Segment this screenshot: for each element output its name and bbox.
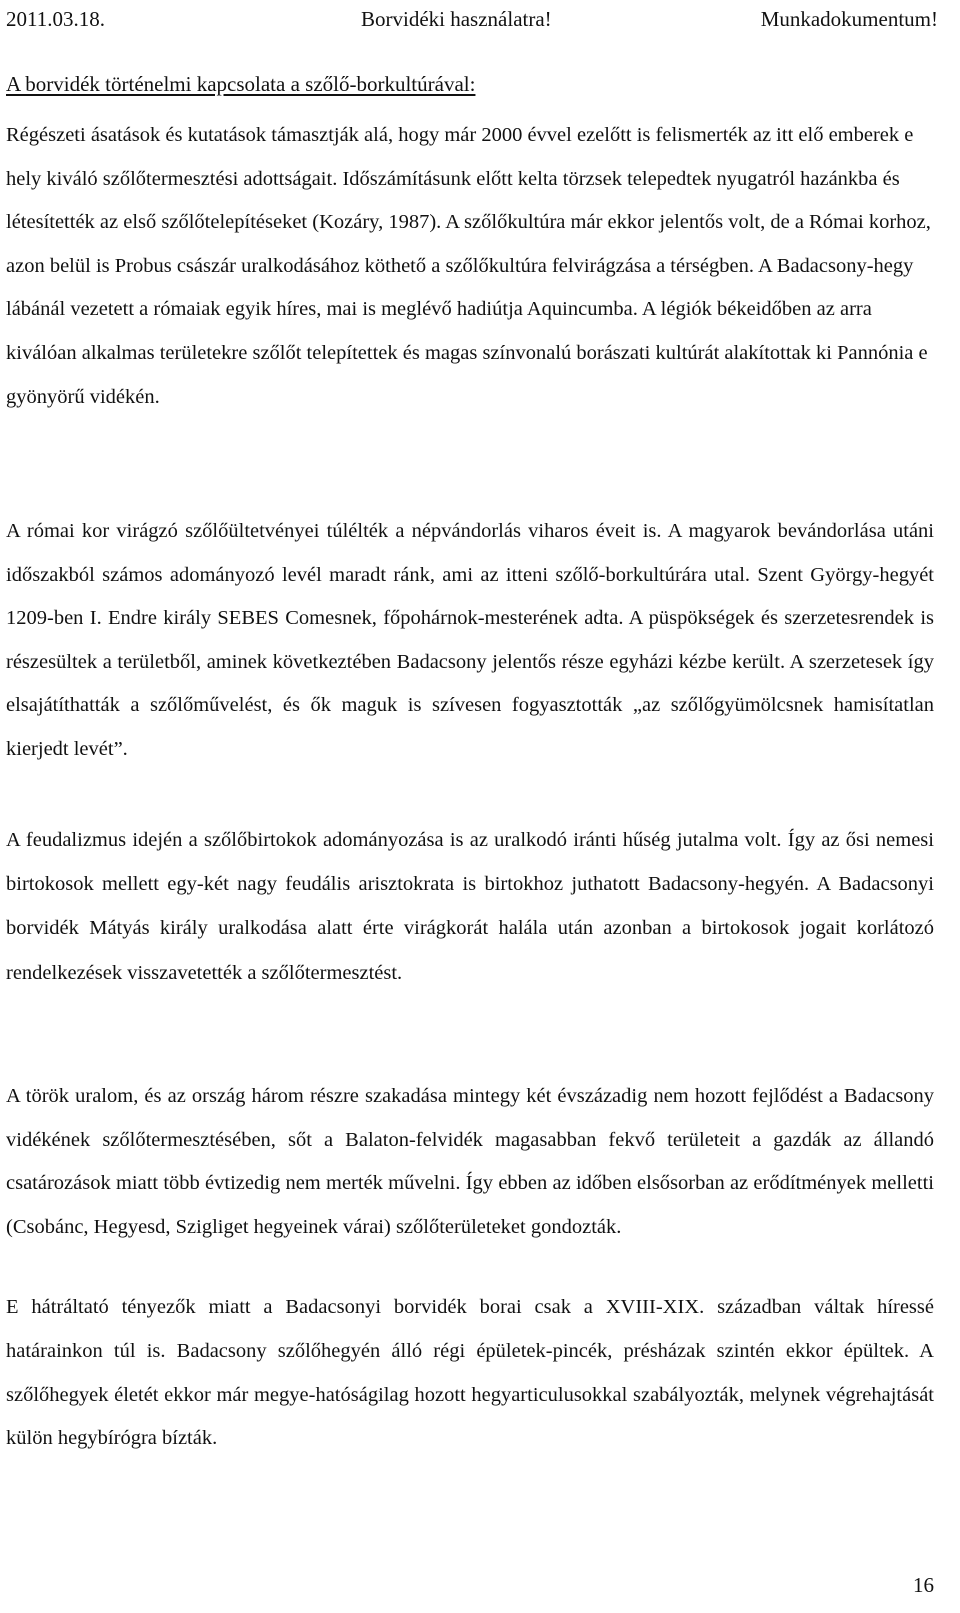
page-number: 16: [913, 1573, 934, 1597]
body-paragraph: Régészeti ásatások és kutatások támasztják alá, hogy már 2000 évvel ezelőtt is felismerték az itt elő emberek e hely kiváló szőlőtermesztési adottságait. Időszámításunk előtt kelta törzsek telepedtek nyugatról hazánkba és létesítették az első szőlőtelepítéseket (Kozáry, 1987). A szőlőkultúra már ekkor jelentős volt, de a Római korhoz, azon belül is Probus császár uralkodásához köthető a szőlőkultúra felvirágzása a térségben. A Badacsony-hegy lábánál vezetett a rómaiak egyik híres, mai is meglévő hadiútja Aquincumba. A légiók békeidőben az arra kiválóan alkalmas területekre szőlőt telepítettek és magas színvonalú borászati kultúrát alakítottak ki Pannónia e gyönyörű vidékén.: [6, 124, 931, 408]
section-title: A borvidék történelmi kapcsolata a szőlő-borkultúrával:: [6, 72, 476, 96]
body-paragraph: A római kor virágzó szőlőültetvényei túlélték a népvándorlás viharos éveit is. A magyarok bevándorlása utáni időszakból számos adományozó levél maradt ránk, ami az itteni szőlő-borkultúrára utal. Szent György-hegyét 1209-ben I. Endre király SEBES Comesnek, főpohárnok-mesterének adta. A püspökségek és szerzetesrendek is részesültek a területből, aminek következtében Badacsony jelentős része egyházi kézbe került. A szerzetesek így elsajátíthatták a szőlőművelést, és ők maguk is szívesen fogyasztották „az szőlőgyümölcsnek hamisítatlan kierjedt levét”.: [6, 520, 934, 760]
body-paragraph: A feudalizmus idején a szőlőbirtokok adományozása is az uralkodó iránti hűség jutalma volt. Így az ősi nemesi birtokosok mellett egy-két nagy feudális arisztokrata is birtokhoz juthatott Badacsony-hegyén. A Badacsonyi borvidék Mátyás király uralkodása alatt érte virágkorát halála után azonban a birtokosok jogait korlátozó rendelkezések visszavetették a szőlőtermesztést.: [6, 829, 934, 984]
body-paragraph: A török uralom, és az ország három részre szakadása mintegy két évszázadig nem hozott fejlődést a Badacsony vidékének szőlőtermesztésében, sőt a Balaton-felvidék magasabban fekvő területeit a gazdák az állandó csatározások miatt több évtizedig nem merték művelni. Így ebben az időben elsősorban az erődítmények melletti (Csobánc, Hegyesd, Szigliget hegyeinek várai) szőlőterületeket gondozták.: [6, 1085, 934, 1238]
body-paragraph: E hátráltató tényezők miatt a Badacsonyi borvidék borai csak a XVIII-XIX. században váltak híressé határainkon túl is. Badacsony szőlőhegyén álló régi épületek-pincék, présházak szintén ekkor épültek. A szőlőhegyek életét ekkor már megye-hatóságilag hozott hegyarticulusokkal szabályozták, melynek végrehajtását külön hegybírógra bízták.: [6, 1296, 934, 1450]
page-header: [6, 3, 938, 35]
header-date: 2011.03.18.: [6, 7, 105, 31]
header-usage-note: Borvidéki használatra!: [361, 7, 552, 31]
header-document-status: Munkadokumentum!: [760, 7, 938, 31]
